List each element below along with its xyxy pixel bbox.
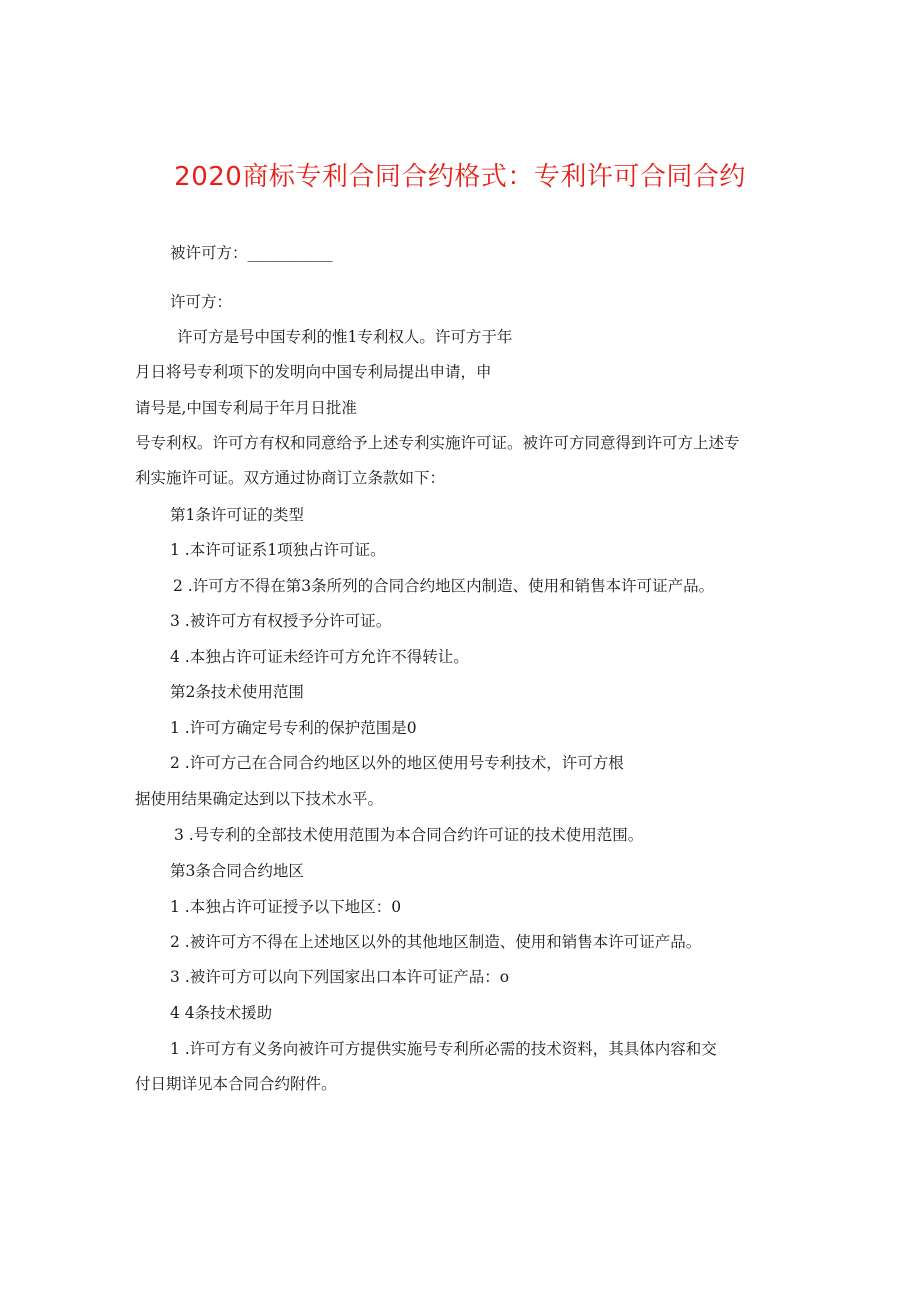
article-1-heading: 第1条许可证的类型 [170,506,304,524]
article-2-item: 3 .号专利的全部技术使用范围为本合同合约许可证的技术使用范围。 [174,826,644,844]
preamble-line: 号专利权。许可方有权和同意给予上述专利实施许可证。被许可方同意得到许可方上述专 [135,434,740,452]
article-1-item: 4 .本独占许可证未经许可方允许不得转让。 [170,648,469,666]
article-2-heading: 第2条技术使用范围 [170,683,304,701]
article-1-item: 1 .本许可证系1项独占许可证。 [170,541,386,559]
licensor-line: 许可方： [170,293,233,311]
article-2-item: 2 .许可方己在合同合约地区以外的地区使用号专利技术，许可方根 [170,754,624,772]
article-3-item: 3 .被许可方可以向下列国家出口本许可证产品：o [170,968,510,986]
article-3-item: 2 .被许可方不得在上述地区以外的其他地区制造、使用和销售本许可证产品。 [170,933,702,951]
preamble-line: 月日将号专利项下的发明向中国专利局提出申请，申 [135,363,492,381]
article-1-item: 2 .许可方不得在第3条所列的合同合约地区内制造、使用和销售本许可证产品。 [173,577,715,595]
preamble-line: 许可方是号中国专利的惟1专利权人。许可方于年 [177,328,513,346]
article-4-heading: 4 4条技术援助 [170,1004,273,1022]
article-4-item: 1 .许可方有义务向被许可方提供实施号专利所必需的技术资料，其具体内容和交 [170,1040,717,1058]
article-2-item: 据使用结果确定达到以下技术水平。 [135,790,384,808]
article-4-item: 付日期详见本合同合约附件。 [135,1075,337,1093]
article-2-item: 1 .许可方确定号专利的保护范围是0 [170,719,417,737]
article-1-item: 3 .被许可方有权授予分许可证。 [170,612,392,630]
article-3-heading: 第3条合同合约地区 [170,862,304,880]
licensee-line: 被许可方：___________ [170,244,333,262]
article-3-item: 1 .本独占许可证授予以下地区：0 [170,898,402,916]
document-title: 2020商标专利合同合约格式：专利许可合同合约 [174,162,746,192]
preamble-line: 利实施许可证。双方通过协商订立条款如下： [135,469,446,487]
preamble-line: 请号是,中国专利局于年月日批准 [135,399,357,417]
